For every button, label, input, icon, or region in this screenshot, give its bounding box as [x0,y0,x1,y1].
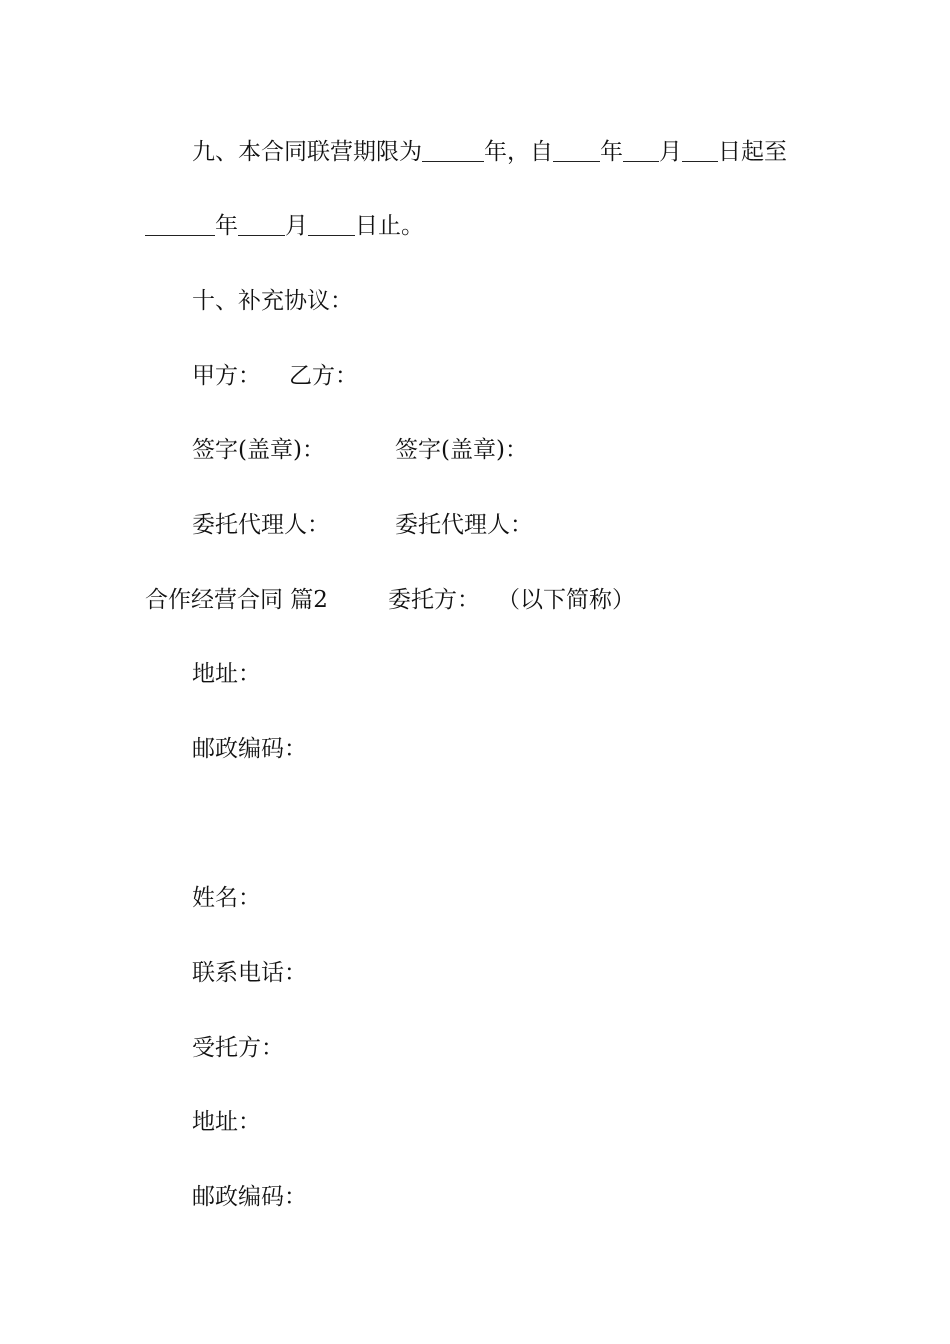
start-day-blank [682,160,718,162]
start-year-blank [553,160,600,162]
client-name-label: 姓名： [192,885,261,911]
contract-2-heading: 合作经营合同 篇2 [145,587,328,613]
clause-9-line-2 [145,211,424,241]
signature-b-label: 签字(盖章)： [395,437,528,463]
end-day-blank [308,234,355,236]
client-address-label: 地址： [192,661,261,687]
years-blank [422,160,484,162]
clause-9-line-1 [192,137,787,167]
end-month-unit: 月 [285,213,308,239]
client-postcode-label: 邮政编码： [192,736,307,762]
clause-10-text: 十、补充协议： [192,288,353,314]
client-label: 委托方： [388,587,480,613]
end-year-blank [145,234,215,236]
agent-a-label: 委托代理人： [192,512,330,538]
start-month-unit: 月 [659,139,682,165]
client-phone-label: 联系电话： [192,960,307,986]
party-b-label: 乙方： [289,363,358,389]
trustee-label: 受托方： [192,1035,284,1061]
end-year-unit: 年 [215,213,238,239]
trustee-address-label: 地址： [192,1109,261,1135]
start-day-unit: 日起至 [718,139,787,165]
client-note: （以下简称） [497,587,635,613]
clause-10 [192,286,353,316]
signature-a-label: 签字(盖章)： [192,437,325,463]
agent-b-label: 委托代理人： [395,512,533,538]
years-unit: 年，自 [484,139,553,165]
trustee-postcode-label: 邮政编码： [192,1184,307,1210]
start-year-unit: 年 [600,139,623,165]
party-a-label: 甲方： [192,363,261,389]
end-month-blank [238,234,285,236]
end-day-unit: 日止。 [355,213,424,239]
start-month-blank [623,160,659,162]
clause-9-prefix: 九、本合同联营期限为 [192,139,422,165]
